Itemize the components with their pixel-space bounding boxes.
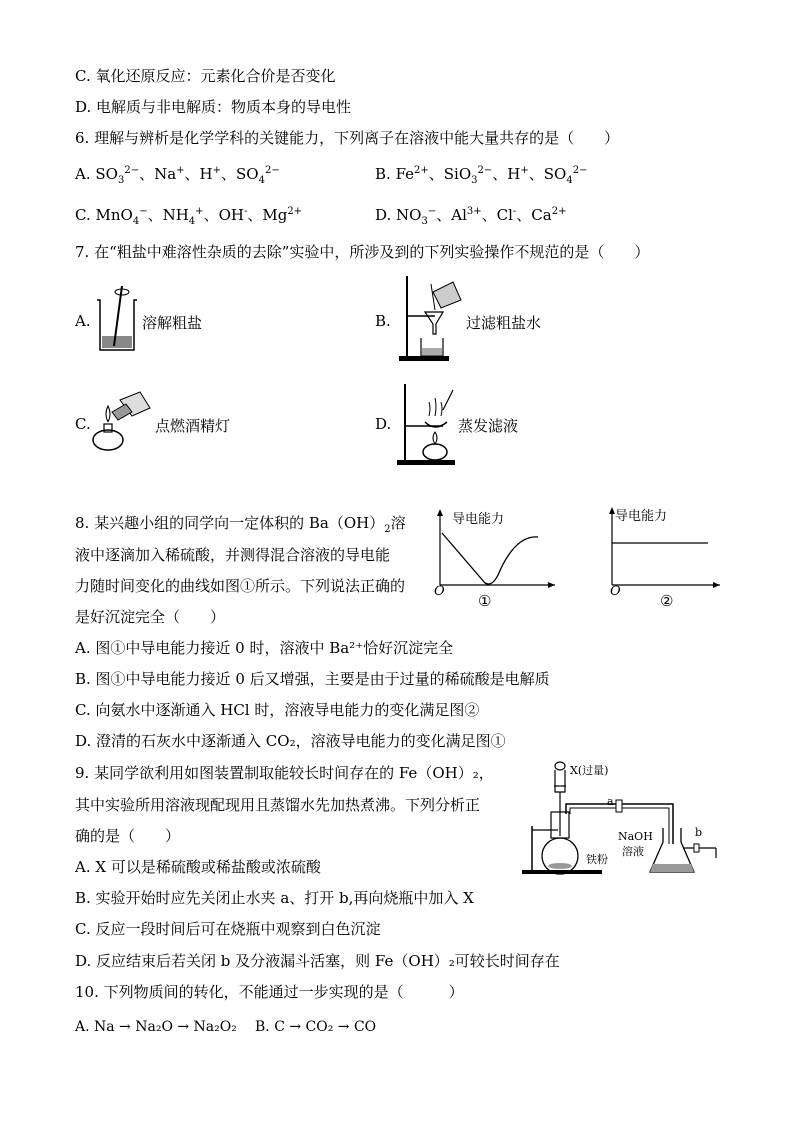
graph-1-ylabel: 导电能力 [452,512,505,527]
graph-2-ylabel: 导电能力 [615,509,668,524]
question-9-stem-line1: 9. 某同学欲利用如图装置制取能较长时间存在的 Fe（OH）₂， [75,764,494,782]
graph-2-origin: O [610,584,621,599]
fe-oh2-apparatus-figure [518,756,723,881]
q6-option-c: C. MnO$_4$−、$NH_4^+$、OH-、$Mg^{2+}$ [75,206,303,227]
apparatus-x-label: X(过量) [570,764,609,777]
q9-option-b: B. 实验开始时应先关闭止水夹 a、打开 b,再向烧瓶中加入 X [75,889,474,907]
apparatus-naoh-label: NaOH [618,830,653,843]
q10-option-b: B. C → CO₂ → CO [255,1019,377,1035]
q8-option-c: C. 向氨水中逐渐通入 HCl 时，溶液导电能力的变化满足图② [75,701,480,719]
question-7-stem: 7. 在“粗盐中难溶性杂质的去除”实验中，所涉及到的下列实验操作不规范的是（ ） [75,243,650,261]
question-9-stem-line3: 确的是（ ） [75,827,181,845]
q6-option-a: A. $SO_3^{2-}$、Na+、H+、$SO_4^{2-}$ [75,165,280,186]
graph-2-caption: ② [660,592,674,610]
evaporation-apparatus-figure [395,380,459,468]
graph-1-caption: ① [478,592,492,610]
alcohol-lamp-figure [90,382,154,456]
apparatus-a-label: a [607,795,614,808]
q8-option-b: B. 图①中导电能力接近 0 后又增强，主要是由于过量的稀硫酸是电解质 [75,670,550,688]
beaker-stirring-figure [92,278,142,358]
q7-c-caption: 点燃酒精灯 [155,417,231,435]
question-8-stem-line1: 8. 某兴趣小组的同学向一定体积的 $Ba(OH)_2$溶 [75,514,406,535]
q7-b-caption: 过滤粗盐水 [466,314,542,332]
graph-1-origin: O [434,584,445,599]
q7-c-letter: C. [75,415,91,433]
q10-option-a: A. Na → Na₂O → Na₂O₂ [75,1019,237,1035]
q7-a-letter: A. [75,312,91,330]
q9-option-d: D. 反应结束后若关闭 b 及分液漏斗活塞，则 Fe（OH）₂可较长时间存在 [75,952,560,970]
q7-d-letter: D. [375,415,392,433]
apparatus-b-label: b [695,826,703,839]
q9-option-a: A. X 可以是稀硫酸或稀盐酸或浓硫酸 [75,858,321,876]
apparatus-solution-label: 溶液 [622,845,644,858]
question-10-stem: 10. 下列物质间的转化，不能通过一步实现的是（ ） [75,983,464,1001]
q7-b-letter: B. [375,312,391,330]
option-c-text: C. 氧化还原反应：元素化合价是否变化 [75,67,336,85]
question-8-stem-line4: 是好沉淀完全（ ） [75,608,226,626]
question-9-stem-line2: 其中实验所用溶液现配现用且蒸馏水先加热煮沸。下列分析正 [75,796,481,814]
q8-option-a: A. 图①中导电能力接近 0 时，溶液中 Ba²⁺恰好沉淀完全 [75,639,454,657]
q7-d-caption: 蒸发滤液 [458,417,519,435]
question-8-stem-line3: 力随时间变化的曲线如图①所示。下列说法正确的 [75,577,406,595]
q9-option-c: C. 反应一段时间后可在烧瓶中观察到白色沉淀 [75,920,381,938]
question-6-stem: 6. 理解与辨析是化学学科的关键能力，下列离子在溶液中能大量共存的是（ ） [75,129,620,147]
question-8-stem-line2: 液中逐滴加入稀硫酸，并测得混合溶液的导电能 [75,546,391,564]
q6-option-b: B. $Fe^{2+}$、SiO$_3^{2-}$、H+、$SO_4^{2-}$ [375,165,588,186]
apparatus-iron-label: 铁粉 [586,853,608,866]
filtration-apparatus-figure [395,272,465,364]
q8-option-d: D. 澄清的石灰水中逐渐通入 CO₂，溶液导电能力的变化满足图① [75,732,506,750]
q6-option-d: D. $NO_3^-$、$Al^{3+}$、Cl-、$Ca^{2+}$ [375,206,567,227]
q7-a-caption: 溶解粗盐 [142,314,203,332]
option-d-text: D. 电解质与非电解质：物质本身的导电性 [75,98,352,116]
